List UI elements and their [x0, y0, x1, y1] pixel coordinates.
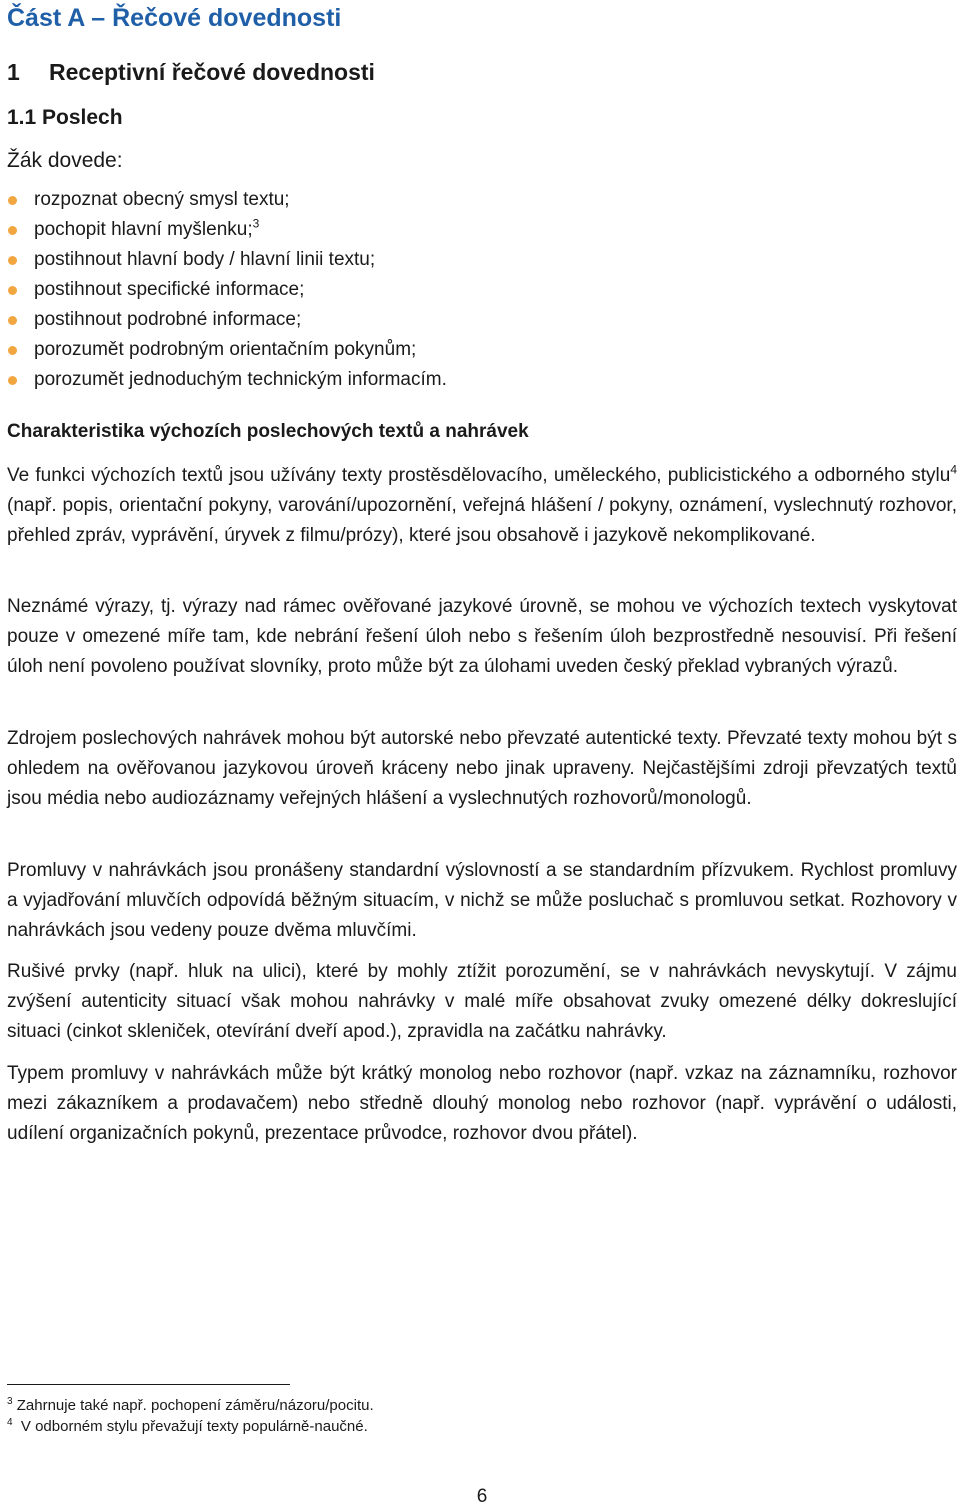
bullet-icon — [8, 376, 17, 385]
footnote: $^4$ V odborném stylu převažují texty populárně-naučné. — [7, 1417, 368, 1435]
paragraph-speech-types: Typem promluvy v nahrávkách může být krátký monolog nebo rozhovor (např. vzkaz na záznamníku, rozhovor mezi zákazníkem a prodavačem) nebo středně dlouhý monolog nebo rozhovor (např. vyprávění o události, udílení organizačních pokynů, prezentace průvodce, rozhovor dvou přátel). — [7, 1063, 957, 1144]
footnote-divider — [7, 1384, 290, 1385]
list-item: porozumět jednoduchým technickým informacím. — [7, 365, 447, 395]
footnote: $^3$ Zahrnuje také např. pochopení záměru/názoru/pocitu. — [7, 1396, 374, 1414]
list-item: postihnout podrobné informace; — [7, 305, 447, 335]
skills-list — [7, 185, 447, 395]
paragraph-pronunciation: Promluvy v nahrávkách jsou pronášeny standardní výslovností a se standardním přízvukem. Rychlost promluvy a vyjadřování mluvčích odpovídá běžným situacím, v nichž se může posluchač s promluvou setkat. Rozhovory v nahrávkách jsou vedeny pouze dvěma mluvčími. — [7, 860, 957, 941]
paragraph-text-styles: Ve funkci výchozích textů jsou užívány texty prostěsdělovacího, uměleckého, publicistického a odborného stylu$^4$ (např. popis, orientační pokyny, varování/upozornění, veřejná hlášení / pokyny, oznámení, vyslechnutý rozhovor, přehled zpráv, vyprávění, úryvek z filmu/prózy), které jsou obsahově i jazykově nekomplikované. — [7, 462, 957, 546]
page-number: 6 — [476, 1486, 488, 1507]
footnote-ref: 3 — [252, 216, 260, 231]
list-item: rozpoznat obecný smysl textu; — [7, 185, 447, 215]
bullet-icon — [8, 196, 17, 205]
bullet-icon — [8, 226, 17, 235]
footnote-ref: 4 — [950, 462, 957, 477]
list-item: pochopit hlavní myšlenku;$^3$ — [7, 215, 447, 245]
section-title: Receptivní řečové dovednosti — [49, 59, 375, 85]
bullet-icon — [8, 286, 17, 295]
footnotes — [7, 1395, 374, 1437]
paragraph-recording-sources: Zdrojem poslechových nahrávek mohou být autorské nebo převzaté autentické texty. Převzaté texty mohou být s ohledem na ověřovanou jazykovou úroveň kráceny nebo jinak upraveny. Nejčastějšími zdroji převzatých textů jsou média nebo audiozáznamy veřejných hlášení a vyslechnutých rozhovorů/monologů. — [7, 728, 957, 809]
bullet-icon — [8, 256, 17, 265]
paragraph-noise: Rušivé prvky (např. hluk na ulici), které by mohly ztížit porozumění, se v nahrávkách nevyskytují. V zájmu zvýšení autenticity situací však mohou nahrávky v malé míře obsahovat zvuky omezené délky dokreslující situaci (cinkot skleniček, otevírání dveří apod.), zpravidla na začátku nahrávky. — [7, 961, 957, 1042]
part-title: Část A – Řečové dovednosti — [7, 4, 342, 32]
list-item: porozumět podrobným orientačním pokynům; — [7, 335, 447, 365]
bullet-icon — [8, 316, 17, 325]
paragraph-unknown-expressions: Neznámé výrazy, tj. výrazy nad rámec ověřované jazykové úrovně, se mohou ve výchozích textech vyskytovat pouze v omezené míře tam, kde nebrání řešení úloh nebo s řešením úloh bezprostředně nesouvisí. Při řešení úloh není povoleno používat slovníky, proto může být za úlohami uveden český překlad vybraných výrazů. — [7, 596, 957, 677]
characteristics-heading: Charakteristika výchozích poslechových textů a nahrávek — [7, 421, 529, 442]
list-item: postihnout specifické informace; — [7, 275, 447, 305]
lead-text: Žák dovede: — [7, 149, 123, 172]
list-item: postihnout hlavní body / hlavní linii textu; — [7, 245, 447, 275]
bullet-icon — [8, 346, 17, 355]
subsection-heading: 1.1 Poslech — [7, 106, 123, 129]
section-heading — [7, 59, 375, 86]
section-number: 1 — [7, 59, 20, 85]
